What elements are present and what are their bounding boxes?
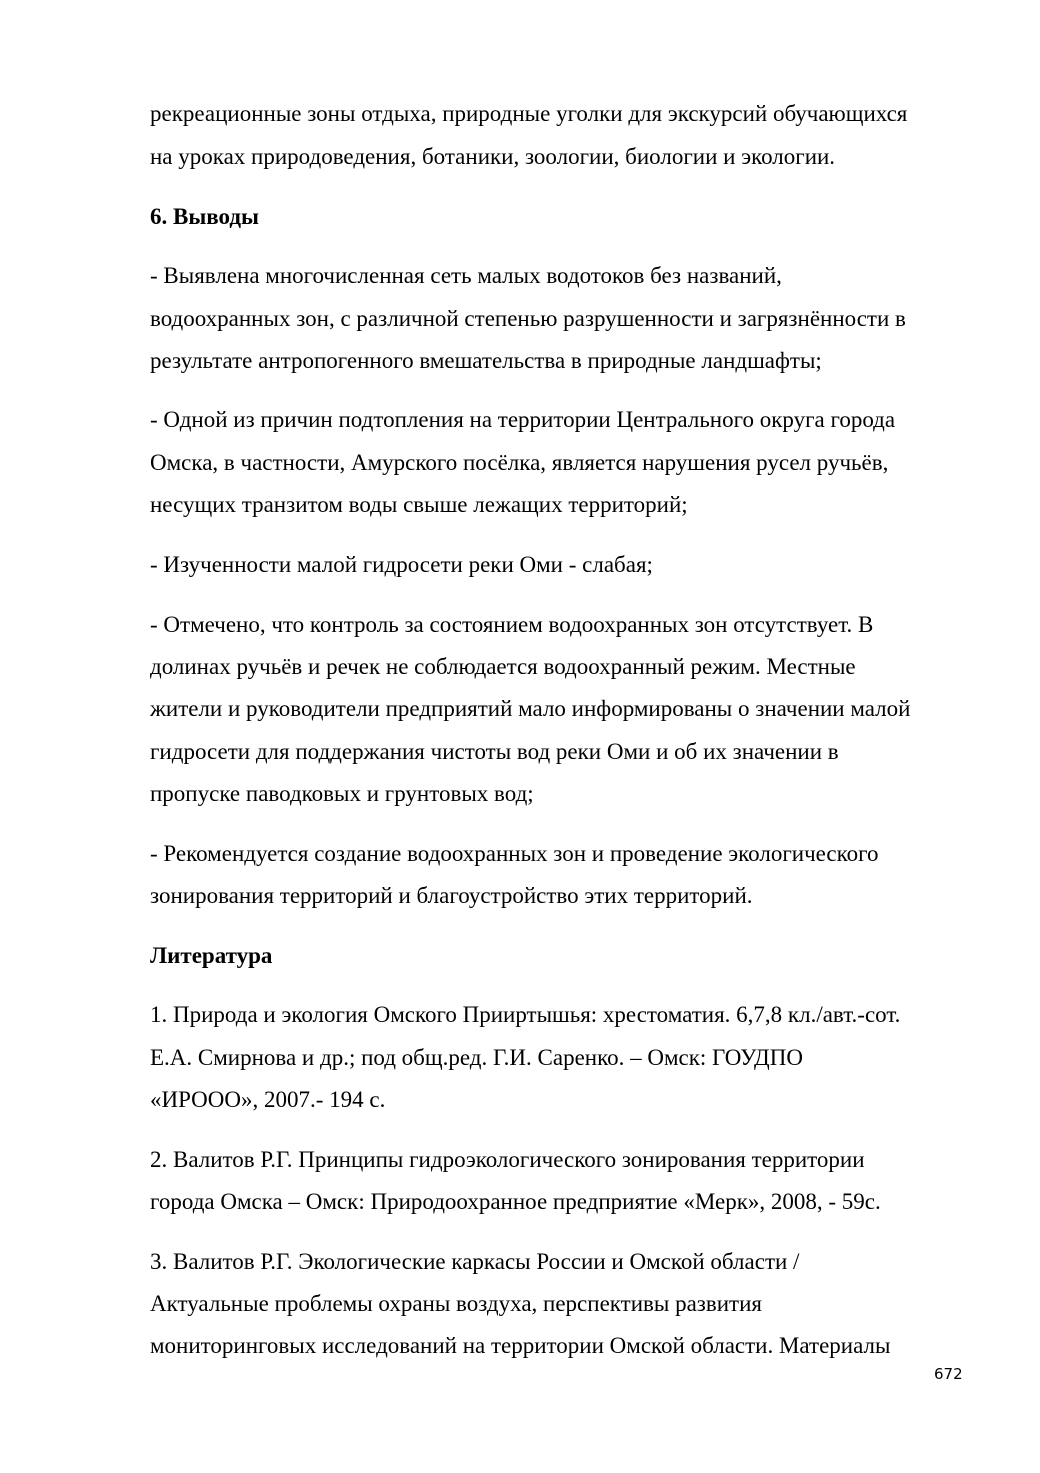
page-number: 672 — [934, 1365, 963, 1383]
conclusion-item-line: зонирования территорий и благоустройство этих территорий. — [150, 883, 753, 908]
conclusion-item-line: - Изученности малой гидросети реки Оми - слабая; — [150, 552, 653, 577]
reference-line: 2. Валитов Р.Г. Принципы гидроэкологического зонирования территории — [150, 1147, 865, 1172]
conclusion-item-line: - Отмечено, что контроль за состоянием водоохранных зон отсутствует. В — [150, 612, 874, 637]
conclusion-item-line: - Одной из причин подтопления на территории Центрального округа города — [150, 407, 896, 432]
conclusion-item-line: долинах ручьёв и речек не соблюдается водоохранный режим. Местные — [150, 654, 856, 679]
intro-line: рекреационные зоны отдыха, природные уголки для экскурсий обучающихся — [150, 101, 908, 126]
conclusion-item-line: несущих транзитом воды свыше лежащих территорий; — [150, 492, 688, 517]
reference-line: «ИРООО», 2007.- 194 с. — [150, 1087, 386, 1112]
reference-line: мониторинговых исследований на территории Омской области. Материалы — [150, 1333, 891, 1358]
intro-line: на уроках природоведения, ботаники, зоологии, биологии и экологии. — [150, 144, 836, 169]
reference-line: 1. Природа и экология Омского Прииртышья: хрестоматия. 6,7,8 кл./авт.-сот. — [150, 1002, 901, 1027]
reference-line: Е.А. Смирнова и др.; под общ.ред. Г.И. Саренко. – Омск: ГОУДПО — [150, 1045, 803, 1070]
reference-line: города Омска – Омск: Природоохранное предприятие «Мерк», 2008, - 59с. — [150, 1189, 881, 1214]
conclusion-item-line: Омска, в частности, Амурского посёлка, является нарушения русел ручьёв, — [150, 450, 889, 475]
conclusion-item-line: - Рекомендуется создание водоохранных зон и проведение экологического — [150, 841, 879, 866]
conclusion-item-line: водоохранных зон, с различной степенью разрушенности и загрязнённости в — [150, 306, 906, 331]
reference-line: Актуальные проблемы охраны воздуха, перспективы развития — [150, 1291, 762, 1316]
conclusion-item-line: гидросети для поддержания чистоты вод реки Оми и об их значении в — [150, 739, 839, 764]
conclusion-item-line: пропуске паводковых и грунтовых вод; — [150, 781, 534, 806]
section-heading-literature: Литература — [150, 943, 273, 968]
conclusion-item-line: результате антропогенного вмешательства в природные ландшафты; — [150, 348, 822, 373]
conclusion-item-line: - Выявлена многочисленная сеть малых водотоков без названий, — [150, 263, 782, 288]
reference-line: 3. Валитов Р.Г. Экологические каркасы России и Омской области / — [150, 1249, 800, 1274]
conclusion-item-line: жители и руководители предприятий мало информированы о значении малой — [150, 696, 911, 721]
section-heading-conclusions: 6. Выводы — [150, 204, 259, 229]
